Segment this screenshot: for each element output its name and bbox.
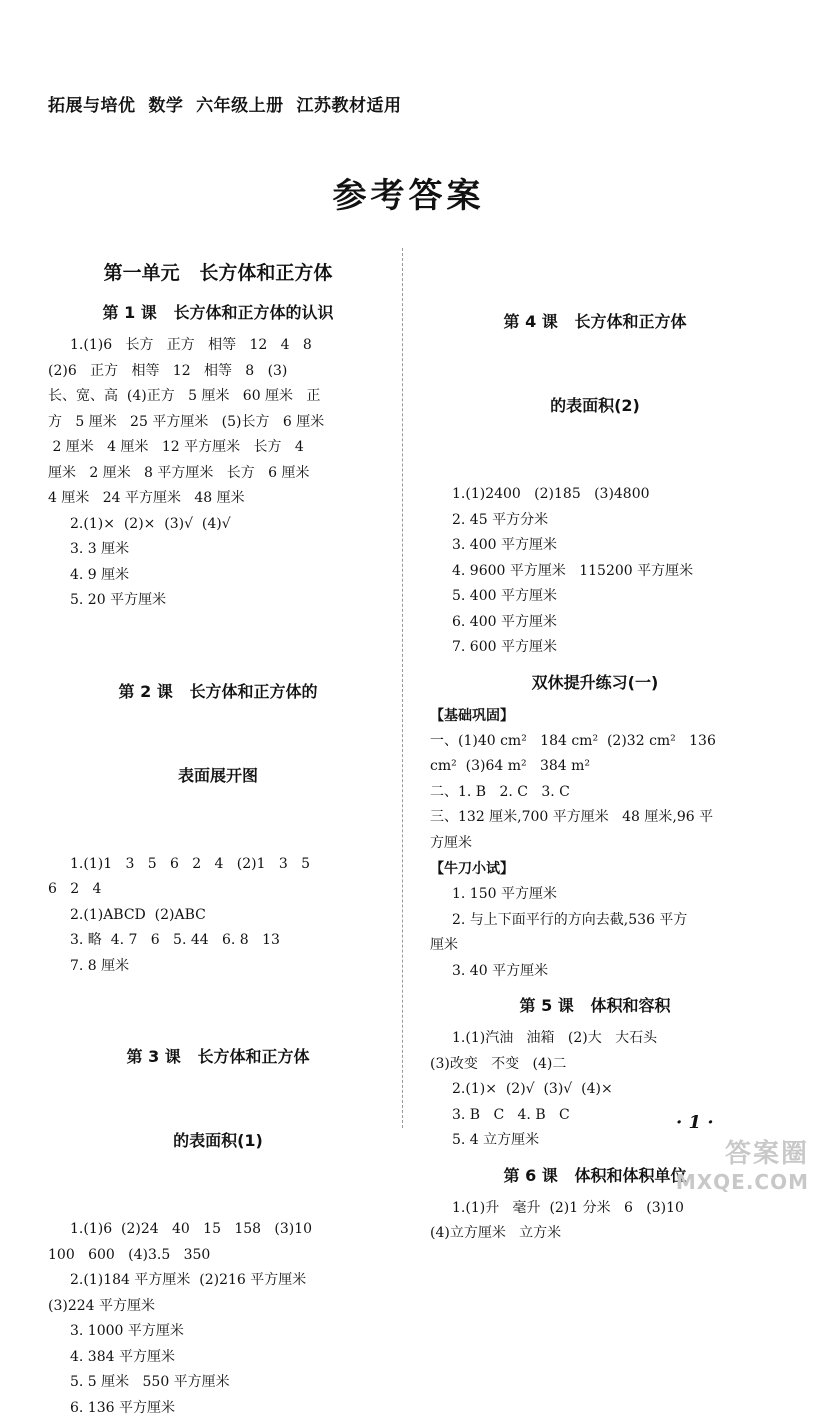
- answer-line: 1.(1)1 3 5 6 2 4 (2)1 3 5: [48, 852, 388, 878]
- lesson-3-title-line1: 第 3 课 长方体和正方体: [48, 1043, 388, 1071]
- lesson-1-title: 第 1 课 长方体和正方体的认识: [48, 299, 388, 327]
- trial-answers: [430, 882, 760, 984]
- answer-line: 1.(1)汽油 油箱 (2)大 大石头: [430, 1026, 760, 1052]
- lesson-3-answers: [48, 1217, 388, 1421]
- answer-line: 1.(1)升 毫升 (2)1 分米 6 (3)10: [430, 1196, 760, 1222]
- book-header: 拓展与培优 数学 六年级上册 江苏教材适用: [48, 91, 402, 116]
- unit-title: 第一单元 长方体和正方体: [48, 252, 388, 285]
- practice-title: 双休提升练习(一): [430, 669, 760, 697]
- answer-line: 7. 8 厘米: [48, 954, 388, 980]
- answer-line: cm² (3)64 m² 384 m²: [430, 754, 760, 780]
- lesson-4-answers: [430, 482, 760, 661]
- right-column: [430, 252, 760, 1247]
- answer-line: 6. 136 平方厘米: [48, 1396, 388, 1421]
- answer-line: 5. 5 厘米 550 平方厘米: [48, 1370, 388, 1396]
- answer-line: 3. 1000 平方厘米: [48, 1319, 388, 1345]
- answer-line: 3. 400 平方厘米: [430, 533, 760, 559]
- answer-line: 6 2 4: [48, 877, 388, 903]
- lesson-2-title-line1: 第 2 课 长方体和正方体的: [48, 678, 388, 706]
- lesson-4-title-line1: 第 4 课 长方体和正方体: [430, 308, 760, 336]
- answer-line: 方厘米: [430, 831, 760, 857]
- answer-line: 2. 与上下面平行的方向去截,536 平方: [430, 908, 760, 934]
- answer-line: 4 厘米 24 平方厘米 48 厘米: [48, 486, 388, 512]
- trial-section-tag: 【牛刀小试】: [430, 856, 760, 882]
- answer-line: 1.(1)6 长方 正方 相等 12 4 8: [48, 333, 388, 359]
- answer-line: 一、(1)40 cm² 184 cm² (2)32 cm² 136: [430, 729, 760, 755]
- answer-line: 1.(1)6 (2)24 40 15 158 (3)10: [48, 1217, 388, 1243]
- answer-line: 7. 600 平方厘米: [430, 635, 760, 661]
- basic-answers: [430, 729, 760, 857]
- answer-line: 4. 384 平方厘米: [48, 1345, 388, 1371]
- lesson-4-title: [430, 252, 760, 476]
- page-title: 参考答案: [0, 168, 817, 217]
- answer-line: 3. 3 厘米: [48, 537, 388, 563]
- left-column: [48, 252, 388, 1421]
- watermark-url: MXQE.COM: [676, 1170, 809, 1194]
- lesson-2-answers: [48, 852, 388, 980]
- answer-line: (3)改变 不变 (4)二: [430, 1052, 760, 1078]
- watermark: [676, 1133, 809, 1194]
- answer-line: 6. 400 平方厘米: [430, 610, 760, 636]
- answer-line: 5. 400 平方厘米: [430, 584, 760, 610]
- answer-line: 1. 150 平方厘米: [430, 882, 760, 908]
- lesson-3-title-line2: 的表面积(1): [48, 1127, 388, 1155]
- answer-line: 厘米: [430, 933, 760, 959]
- answer-line: 3. B C 4. B C: [430, 1103, 760, 1129]
- answer-line: 二、1. B 2. C 3. C: [430, 780, 760, 806]
- lesson-5-title: 第 5 课 体积和容积: [430, 992, 760, 1020]
- answer-line: 5. 4 立方厘米: [430, 1128, 760, 1154]
- lesson-6-answers: [430, 1196, 760, 1247]
- answer-line: 1.(1)2400 (2)185 (3)4800: [430, 482, 760, 508]
- lesson-6-title: 第 6 课 体积和体积单位: [430, 1162, 760, 1190]
- lesson-3-title: [48, 987, 388, 1211]
- answer-line: (2)6 正方 相等 12 相等 8 (3): [48, 359, 388, 385]
- lesson-4-title-line2: 的表面积(2): [430, 392, 760, 420]
- answer-line: 100 600 (4)3.5 350: [48, 1243, 388, 1269]
- answer-line: (4)立方厘米 立方米: [430, 1221, 760, 1247]
- answer-line: 4. 9 厘米: [48, 563, 388, 589]
- watermark-logo: 答案圈: [676, 1133, 809, 1170]
- answer-line: 2.(1)× (2)√ (3)√ (4)×: [430, 1077, 760, 1103]
- answer-line: 3. 略 4. 7 6 5. 44 6. 8 13: [48, 928, 388, 954]
- answer-line: 4. 9600 平方厘米 115200 平方厘米: [430, 559, 760, 585]
- answer-line: 5. 20 平方厘米: [48, 588, 388, 614]
- page-number: · 1 ·: [676, 1112, 714, 1133]
- lesson-1-answers: [48, 333, 388, 614]
- answer-line: 2.(1)ABCD (2)ABC: [48, 903, 388, 929]
- lesson-2-title: [48, 622, 388, 846]
- answer-line: 厘米 2 厘米 8 平方厘米 长方 6 厘米: [48, 461, 388, 487]
- answer-line: 2.(1)184 平方厘米 (2)216 平方厘米: [48, 1268, 388, 1294]
- basic-section-tag: 【基础巩固】: [430, 703, 760, 729]
- answer-line: 3. 40 平方厘米: [430, 959, 760, 985]
- lesson-2-title-line2: 表面展开图: [48, 762, 388, 790]
- answer-line: 方 5 厘米 25 平方厘米 (5)长方 6 厘米: [48, 410, 388, 436]
- answer-line: 三、132 厘米,700 平方厘米 48 厘米,96 平: [430, 805, 760, 831]
- answer-line: 2.(1)× (2)× (3)√ (4)√: [48, 512, 388, 538]
- column-divider: [402, 248, 403, 1128]
- answer-line: 2 厘米 4 厘米 12 平方厘米 长方 4: [48, 435, 388, 461]
- answer-line: 长、宽、高 (4)正方 5 厘米 60 厘米 正: [48, 384, 388, 410]
- answer-line: 2. 45 平方分米: [430, 508, 760, 534]
- answer-line: (3)224 平方厘米: [48, 1294, 388, 1320]
